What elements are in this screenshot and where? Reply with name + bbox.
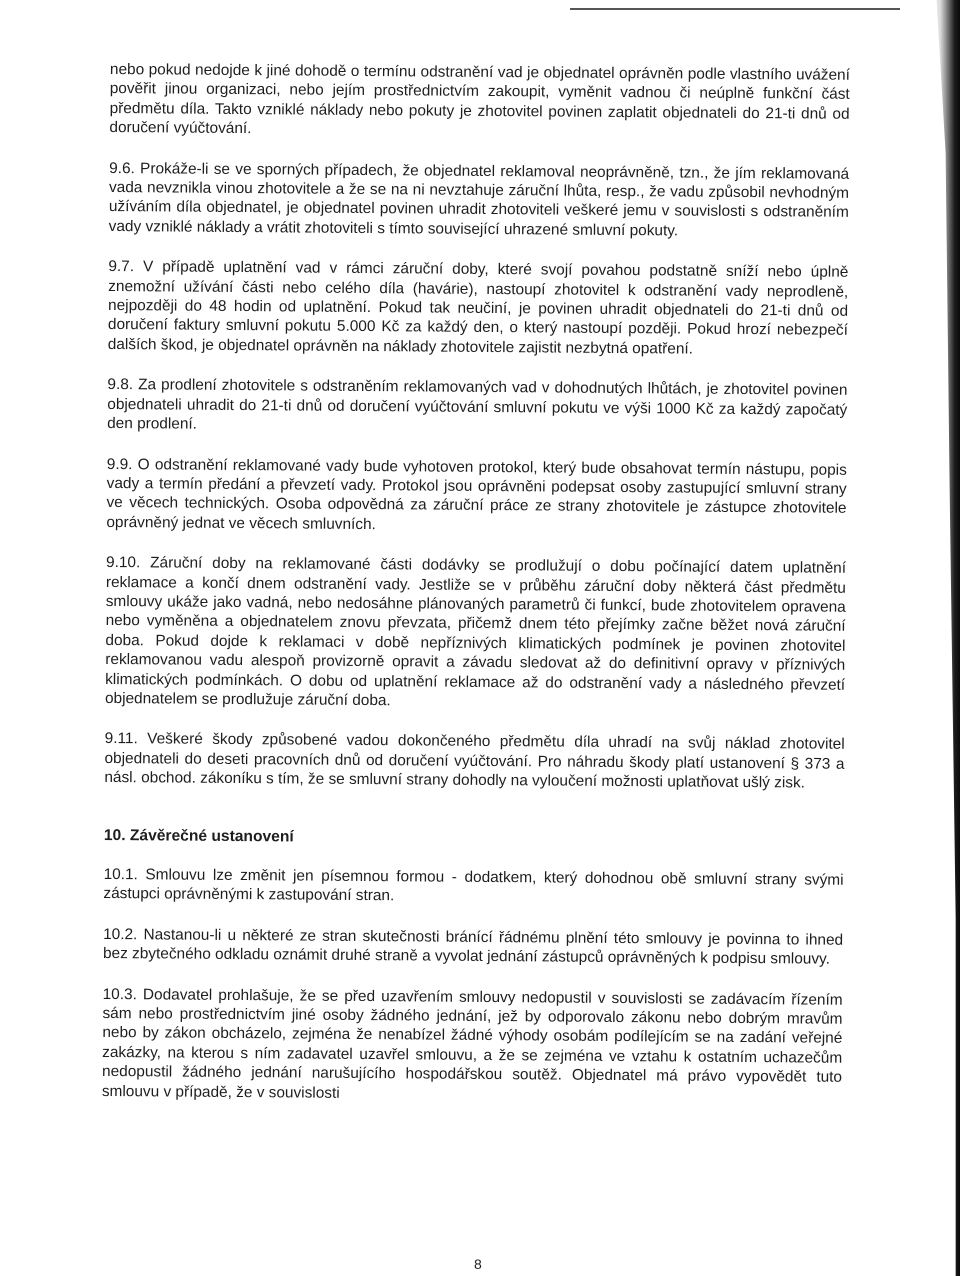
clause-text: Prokáže-li se ve sporných případech, že objednatel reklamoval neoprávněně, tzn., že jím reklamovaná vada nevznikla vinou zhotovitele a že se na ni nevztahuje záruční lhůta, resp., že vadu způsobil nevhodným užíváním díla objednatel, je objednatel povinen uhradit zhotoviteli veškeré jemu v souvislosti s odstraněním vady vzniklé náklady a vrátit zhotoviteli s tímto související uhrazené smluvní pokuty. (108, 159, 850, 240)
clause-number: 10.3. (102, 985, 137, 1003)
clause-10-3 (102, 985, 843, 1107)
clause-9-8 (107, 375, 847, 439)
clause-number: 9.10. (105, 554, 141, 572)
clause-number: 9.11. (104, 730, 138, 748)
clause-text: Veškeré škody způsobené vadou dokončeného předmětu díla uhradí na svůj náklad zhotovitel objednateli do deseti pracovních dnů od doručení vyúčtování. Pro náhradu škody platí ustanovení § 373 a násl. obchod. zákoníku s tím, že se smluvní strany dohodly na vyloučení možnosti uplatňovat ušlý zisk. (104, 730, 845, 792)
clause-number: 9.8. (107, 376, 134, 394)
clause-10-1 (103, 865, 843, 910)
clause-number: 10.1. (103, 865, 138, 884)
clause-text: Nastanou-li u některé ze stran skutečnosti bránící řádnému plnění této smlouvy je povinna to ihned bez zbytečného odkladu oznámit druhé straně a vyvolat jednání zástupců oprávněných k podpisu smlouvy. (102, 926, 844, 968)
clause-text: Za prodlení zhotovitele s odstraněním reklamovaných vad v dohodnutých lhůtách, je zhotovitel povinen objednateli uhradit do 21-ti dnů od doručení vyúčtování smluvní pokutu ve výši 1000 Kč za každý započatý den prodlení. (107, 376, 848, 433)
clause-9-11 (104, 729, 844, 793)
clause-text: Dodavatel prohlašuje, že se před uzavřením smlouvy nedopustil v souvislosti se zadávacím řízením sám nebo prostřednictvím jiné osoby žádného jednání, jež by odporovalo zákonu nebo dobrým mravům nebo by zákon obcházelo, zejména že nenabízel žádné výhody osobám podílejícím se na zadání veřejné zakázky, na kterou s ním zadavatel uzavřel smlouvu, a že se zejména ve vztahu k ostatním uchazečům nedopustil žádného jednání narušujícího hospodářskou soutěž. Objednatel má právo vypovědět tuto smlouvu v případě, že v souvislosti (101, 985, 843, 1102)
page-number: 8 (474, 1256, 482, 1272)
document-page (102, 60, 850, 1128)
clause-number: 10.2. (103, 925, 138, 944)
clause-number: 9.6. (109, 159, 135, 177)
clause-9-7 (108, 257, 849, 360)
clause-text: Záruční doby na reklamované části dodávky se prodlužují o dobu počínající datem uplatnění reklamace a končí dnem odstranění vady. Jestliže se v průběhu záruční doby některá část předmětu smlouvy ukáže jako vadná, nebo nedosáhne plánovaných parametrů či funkcí, bude zhotovitelem opravena nebo vyměněna a objednatelem znovu převzata, přičemž dnem této přejímky začne běžet nová záruční doba. Pokud dojde k reklamaci v době nepříznivých klimatických podmínek je povinen zhotovitel reklamovanou vadu alespoň provizorně opravit a závadu sledovat až do definitivní opravy v příznivých klimatických podmínkách. O dobu od uplatnění reklamace až do odstranění vady a následného převzetí objednatelem se prodlužuje záruční doba. (104, 554, 847, 710)
clause-9-6 (109, 159, 850, 242)
section-heading: 10. Závěrečné ustanovení (103, 826, 294, 846)
clause-10-2 (103, 925, 843, 970)
scan-edge-shadow (924, 0, 960, 1276)
clause-9-10 (105, 553, 846, 714)
clause-number: 9.7. (108, 258, 135, 276)
clause-9-9 (106, 454, 847, 537)
clause-number: 9.9. (106, 455, 133, 473)
intro-paragraph: nebo pokud nedojde k jiné dohodě o termínu odstranění vad je objednatel oprávněn podle vlastního uvážení pověřit jinou organizaci, nebo jejím prostřednictvím zakoupit, vyměnit vadnou či neúplně funkční část předmětu díla. Takto vzniklé náklady nebo pokuty je zhotovitel povinen zaplatit objednateli do 21-ti dnů od doručení vyúčtování. (109, 60, 850, 138)
clause-text: O odstranění reklamované vady bude vyhotoven protokol, který bude obsahovat termín nástupu, popis vady a termín předání a převzetí vady. Protokol jsou oprávněni podepsat osoby zastupující smluvní strany ve věcech technických. Osoba odpovědná za záruční práce ze strany zhotovitele je zástupce zhotovitele oprávněný jednat ve věcech smluvních. (106, 455, 847, 533)
clause-text: Smlouvu lze změnit jen písemnou formou - dodatkem, který dohodnou obě smluvní strany svými zástupci oprávněnými k zastupování stran. (103, 866, 844, 905)
clause-text: V případě uplatnění vad v rámci záruční doby, které svojí povahou podstatně sníží nebo úplně znemožní užívání části nebo celého díla (havárie), nastoupí zhotovitel k odstranění vady neprodleně, nejpozději do 48 hodin od uplatnění. Pokud tak neučiní, je povinen uhradit objednateli do 21-ti dnů od doručení faktury smluvní pokutu 5.000 Kč za každý den, o který nastoupí později. Pokud hrozí nebezpečí dalších škod, je objednatel oprávněn na náklady zhotovitele zajistit nezbytná opatření. (107, 258, 849, 358)
scan-top-rule (570, 8, 900, 10)
